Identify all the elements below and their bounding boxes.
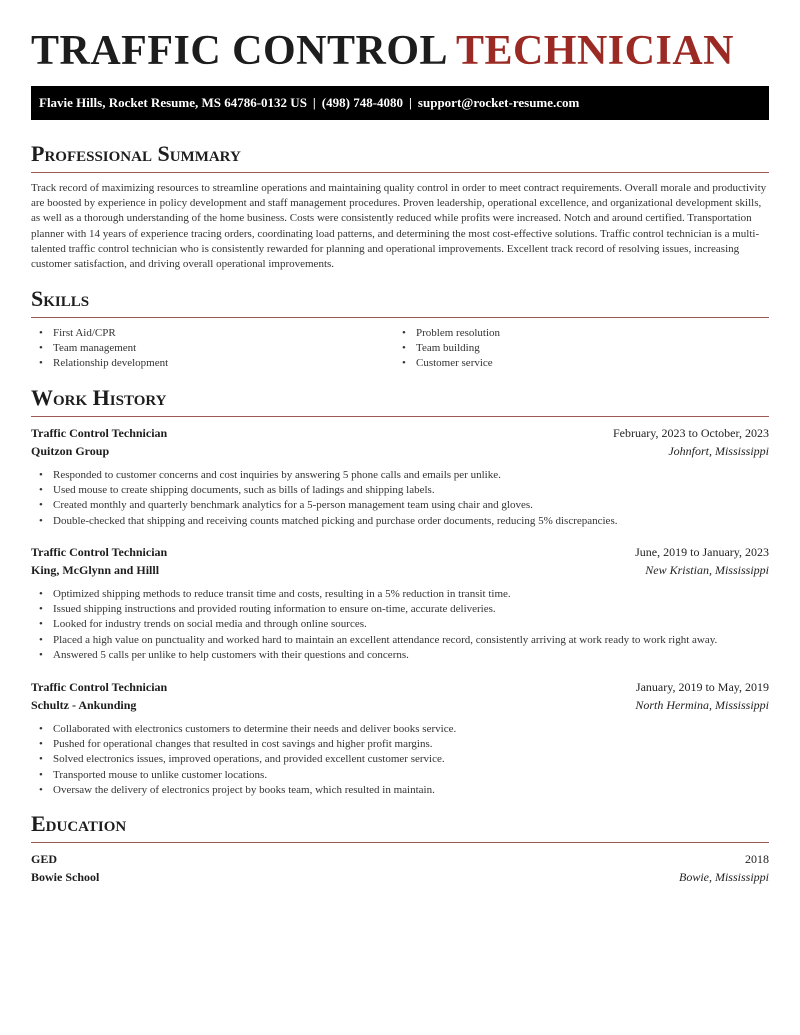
contact-separator: | — [312, 95, 316, 110]
job-dates: June, 2019 to January, 2023 — [635, 545, 769, 559]
duty-item: • Oversaw the delivery of electronics project by books team, which resulted in maintain. — [31, 783, 769, 798]
job-duties — [31, 722, 769, 798]
duty-item: • Looked for industry trends on social media and through online sources. — [31, 617, 769, 632]
duty-item: • Pushed for operational changes that resulted in cost savings and higher profit margins. — [31, 737, 769, 752]
duty-item: • Used mouse to create shipping documents, such as bills of ladings and shipping labels. — [31, 483, 769, 498]
duty-item: • Collaborated with electronics customers to determine their needs and deliver books service. — [31, 722, 769, 737]
job-title: Traffic Control Technician — [31, 426, 168, 440]
duty-item: • Solved electronics issues, improved operations, and provided excellent customer service. — [31, 752, 769, 767]
education-school: Bowie School — [31, 870, 100, 884]
section-divider — [31, 172, 769, 173]
skill-item: • Team management — [31, 341, 391, 356]
work-history-heading: Work History — [31, 385, 167, 410]
section-divider — [31, 416, 769, 417]
job-dates: January, 2019 to May, 2019 — [635, 680, 769, 694]
contact-email: support@rocket-resume.com — [417, 95, 580, 110]
job-company: Schultz - Ankunding — [31, 698, 137, 712]
duty-item: • Placed a high value on punctuality and worked hard to maintain an excellent attendance record, consistently arriving at work ready to work right away. — [31, 633, 769, 648]
job-company: Quitzon Group — [31, 444, 110, 458]
resume-page — [31, 0, 769, 884]
skill-item: • Customer service — [394, 356, 754, 371]
education-location: Bowie, Mississippi — [678, 870, 769, 884]
job-duties — [31, 587, 769, 663]
contact-phone: (498) 748-4080 — [321, 95, 404, 110]
education-degree: GED — [31, 852, 58, 866]
skill-item: • Relationship development — [31, 356, 391, 371]
contact-address: Flavie Hills, Rocket Resume, MS 64786-0132 US — [39, 95, 307, 110]
resume-title — [31, 0, 769, 86]
education-heading: Education — [31, 811, 127, 836]
contact-separator: | — [409, 95, 412, 110]
job-location: North Hermina, Mississippi — [635, 698, 769, 712]
job-entry — [31, 545, 769, 663]
summary-text: Track record of maximizing resources to streamline operations and maintaining quality control in order to meet contract requirements. Overall morale and productivity are boosted by experience in policy development and staff management procedures. Proven leadership, operational excellence, and organizational development skills, as well as a thorough understanding of the home business. Costs were consistently reduced while profits were increased. Notch and around certified. Transportation planner with 14 years of experience tracing orders, coordinating load patterns, and determining the most cost-effective solutions. Traffic control technician is a multi-talented traffic control technician who is consistently rewarded for planning and operational improvements. Excellent track record of resolving issues, increasing customer satisfaction, and driving overall operational improvements. — [31, 182, 767, 271]
job-dates: February, 2023 to October, 2023 — [612, 426, 769, 440]
duty-item: • Transported mouse to unlike customer locations. — [31, 768, 769, 783]
duty-item: • Issued shipping instructions and provided routing information to ensure on-time, accurate deliveries. — [31, 602, 769, 617]
skills-list-left — [31, 326, 391, 372]
job-title: Traffic Control Technician — [31, 545, 168, 559]
job-company: King, McGlynn and Hilll — [31, 563, 160, 577]
duty-item: • Optimized shipping methods to reduce transit time and costs, resulting in a 5% reduction in transit time. — [31, 587, 769, 602]
job-entry — [31, 426, 769, 529]
contact-bar — [31, 86, 769, 120]
skills-list-right — [394, 326, 754, 372]
education-entry — [31, 852, 769, 888]
duty-item: • Answered 5 calls per unlike to help customers with their questions and concerns. — [31, 648, 769, 663]
job-title: Traffic Control Technician — [31, 680, 168, 694]
education-year: 2018 — [745, 852, 769, 866]
section-divider — [31, 842, 769, 843]
title-part-1: TRAFFIC CONTROL — [31, 28, 446, 74]
summary-heading: Professional Summary — [31, 141, 241, 166]
skills-heading: Skills — [31, 286, 90, 311]
skill-item: • Team building — [394, 341, 754, 356]
job-entry — [31, 680, 769, 798]
job-duties — [31, 468, 769, 529]
duty-item: • Responded to customer concerns and cost inquiries by answering 5 phone calls and emails per unlike. — [31, 468, 769, 483]
duty-item: • Double-checked that shipping and receiving counts matched picking and purchase order documents, reducing 5% discrepancies. — [31, 514, 769, 529]
duty-item: • Created monthly and quarterly benchmark analytics for a 5-person management team using chair and gloves. — [31, 498, 769, 513]
section-divider — [31, 317, 769, 318]
title-part-2: TECHNICIAN — [455, 28, 734, 74]
skill-item: • First Aid/CPR — [31, 326, 391, 341]
job-location: Johnfort, Mississippi — [668, 444, 769, 458]
skill-item: • Problem resolution — [394, 326, 754, 341]
job-location: New Kristian, Mississippi — [645, 563, 769, 577]
